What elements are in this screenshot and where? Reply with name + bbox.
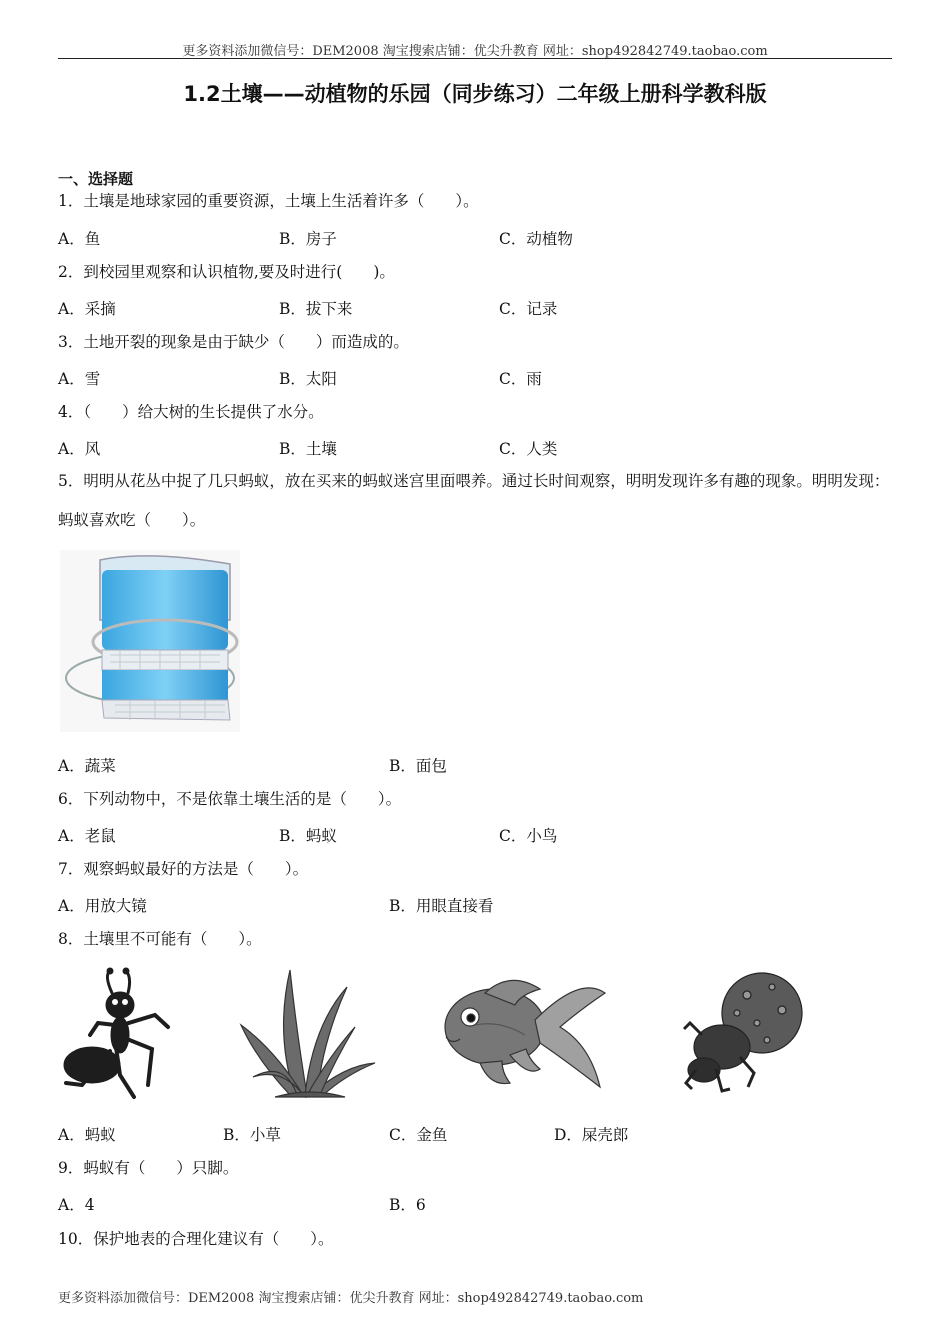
question-6: 6．下列动物中，不是依靠土壤生活的是（ ）。 xyxy=(58,790,402,808)
question-4: 4．（ ）给大树的生长提供了水分。 xyxy=(58,403,324,421)
question-3: 3．土地开裂的现象是由于缺少（ ）而造成的。 xyxy=(58,333,409,351)
q7-option-b[interactable]: B．用眼直接看 xyxy=(389,897,494,915)
question-1: 1．土壤是地球家园的重要资源，土壤上生活着许多（ ）。 xyxy=(58,192,479,210)
q2-option-c[interactable]: C．记录 xyxy=(499,300,558,318)
question-8: 8．土壤里不可能有（ ）。 xyxy=(58,930,262,948)
q2-option-b[interactable]: B．拔下来 xyxy=(279,300,353,318)
q7-option-a[interactable]: A．用放大镜 xyxy=(58,897,147,915)
q3-option-b[interactable]: B．太阳 xyxy=(279,370,337,388)
ant-image xyxy=(60,965,180,1105)
q9-option-a[interactable]: A．4 xyxy=(58,1196,95,1214)
q8-option-b[interactable]: B．小草 xyxy=(223,1126,281,1144)
q4-option-c[interactable]: C．人类 xyxy=(499,440,558,458)
q1-option-b[interactable]: B．房子 xyxy=(279,230,337,248)
question-7: 7．观察蚂蚁最好的方法是（ ）。 xyxy=(58,860,309,878)
dung-beetle-image xyxy=(682,965,807,1095)
q1-option-a[interactable]: A．鱼 xyxy=(58,230,101,248)
page-footer: 更多资料添加微信号：DEM2008 淘宝搜索店铺：优尖升教育 网址：shop492842749.taobao.com xyxy=(58,1291,644,1306)
page-header: 更多资料添加微信号：DEM2008 淘宝搜索店铺：优尖升教育 网址：shop492842749.taobao.com xyxy=(182,44,768,59)
q3-option-c[interactable]: C．雨 xyxy=(499,370,542,388)
q9-option-b[interactable]: B．6 xyxy=(389,1196,426,1214)
q8-option-a[interactable]: A．蚂蚁 xyxy=(58,1126,116,1144)
question-10: 10．保护地表的合理化建议有（ ）。 xyxy=(58,1230,334,1248)
grass-image xyxy=(235,965,380,1105)
question-2: 2．到校园里观察和认识植物,要及时进行( )。 xyxy=(58,263,395,281)
ant-maze-image xyxy=(60,550,240,732)
q6-option-a[interactable]: A．老鼠 xyxy=(58,827,116,845)
q4-option-a[interactable]: A．风 xyxy=(58,440,101,458)
page-title: 1.2土壤——动植物的乐园（同步练习）二年级上册科学教科版 xyxy=(183,82,767,106)
q4-option-b[interactable]: B．土壤 xyxy=(279,440,337,458)
q3-option-a[interactable]: A．雪 xyxy=(58,370,101,388)
goldfish-image xyxy=(440,965,610,1090)
question-5: 5．明明从花丛中捉了几只蚂蚁，放在买来的蚂蚁迷宫里面喂养。通过长时间观察，明明发现许多有趣的现象。明明发现：蚂蚁喜欢吃（ ）。 xyxy=(58,472,890,529)
q6-option-b[interactable]: B．蚂蚁 xyxy=(279,827,337,845)
section-heading: 一、选择题 xyxy=(58,170,134,188)
q8-option-c[interactable]: C．金鱼 xyxy=(389,1126,448,1144)
q5-option-a[interactable]: A．蔬菜 xyxy=(58,757,116,775)
q1-option-c[interactable]: C．动植物 xyxy=(499,230,573,248)
header-divider xyxy=(58,58,892,59)
q6-option-c[interactable]: C．小鸟 xyxy=(499,827,558,845)
question-9: 9．蚂蚁有（ ）只脚。 xyxy=(58,1159,239,1177)
q5-option-b[interactable]: B．面包 xyxy=(389,757,447,775)
q2-option-a[interactable]: A．采摘 xyxy=(58,300,116,318)
q8-option-d[interactable]: D．屎壳郎 xyxy=(554,1126,629,1144)
